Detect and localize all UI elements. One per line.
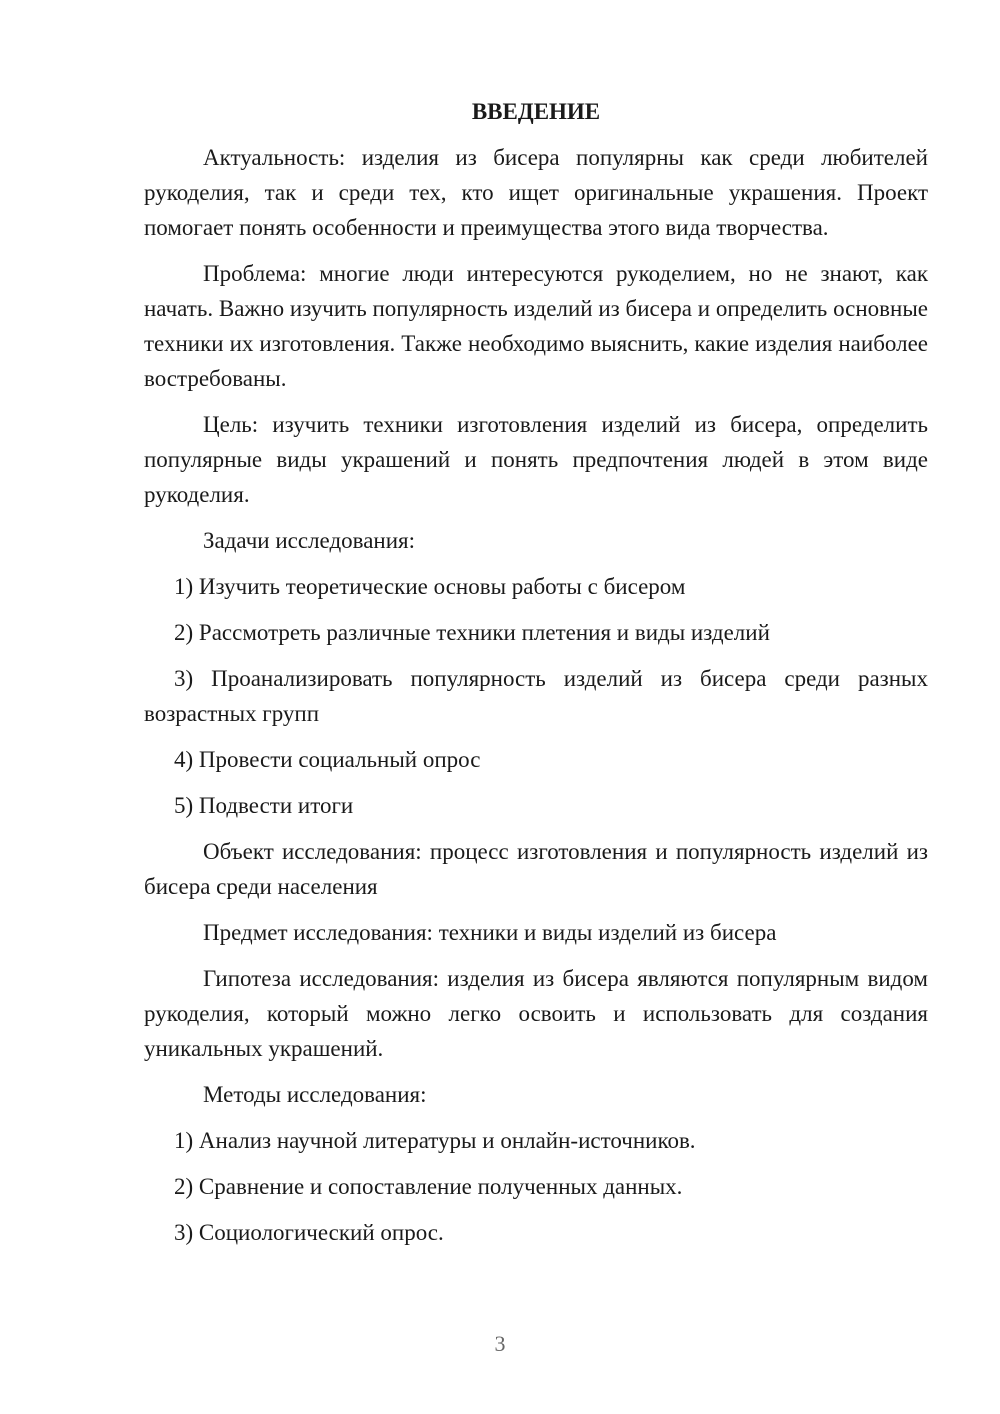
hypothesis-paragraph: Гипотеза исследования: изделия из бисера являются популярным видом рукоделия, который можно легко освоить и использовать для создания уникальных украшений.	[144, 966, 928, 1061]
page-number: 3	[494, 1331, 506, 1356]
method-item: 2) Сравнение и сопоставление полученных данных.	[174, 1174, 683, 1199]
object-paragraph: Объект исследования: процесс изготовления и популярность изделий из бисера среди населения	[144, 839, 928, 899]
method-item: 1) Анализ научной литературы и онлайн-источников.	[174, 1128, 696, 1153]
task-item: 1) Изучить теоретические основы работы с бисером	[174, 574, 686, 599]
task-item: 3) Проанализировать популярность изделий из бисера среди разных возрастных групп	[144, 666, 928, 726]
subject-paragraph: Предмет исследования: техники и виды изделий из бисера	[203, 920, 777, 945]
tasks-heading: Задачи исследования:	[203, 528, 416, 553]
task-item: 5) Подвести итоги	[174, 793, 354, 818]
method-item: 3) Социологический опрос.	[174, 1220, 444, 1245]
task-item: 4) Провести социальный опрос	[174, 747, 481, 772]
section-title: ВВЕДЕНИЕ	[471, 99, 601, 124]
task-item: 2) Рассмотреть различные техники плетения и виды изделий	[174, 620, 770, 645]
goal-paragraph: Цель: изучить техники изготовления изделий из бисера, определить популярные виды украшений и понять предпочтения людей в этом виде рукоделия.	[144, 412, 928, 507]
problem-paragraph: Проблема: многие люди интересуются рукоделием, но не знают, как начать. Важно изучить популярность изделий из бисера и определить основные техники их изготовления. Также необходимо выяснить, какие изделия наиболее востребованы.	[144, 261, 928, 391]
relevance-paragraph: Актуальность: изделия из бисера популярны как среди любителей рукоделия, так и среди тех, кто ищет оригинальные украшения. Проект помогает понять особенности и преимущества этого вида творчества.	[144, 145, 928, 240]
document-body	[144, 94, 928, 1261]
methods-heading: Методы исследования:	[203, 1082, 427, 1107]
